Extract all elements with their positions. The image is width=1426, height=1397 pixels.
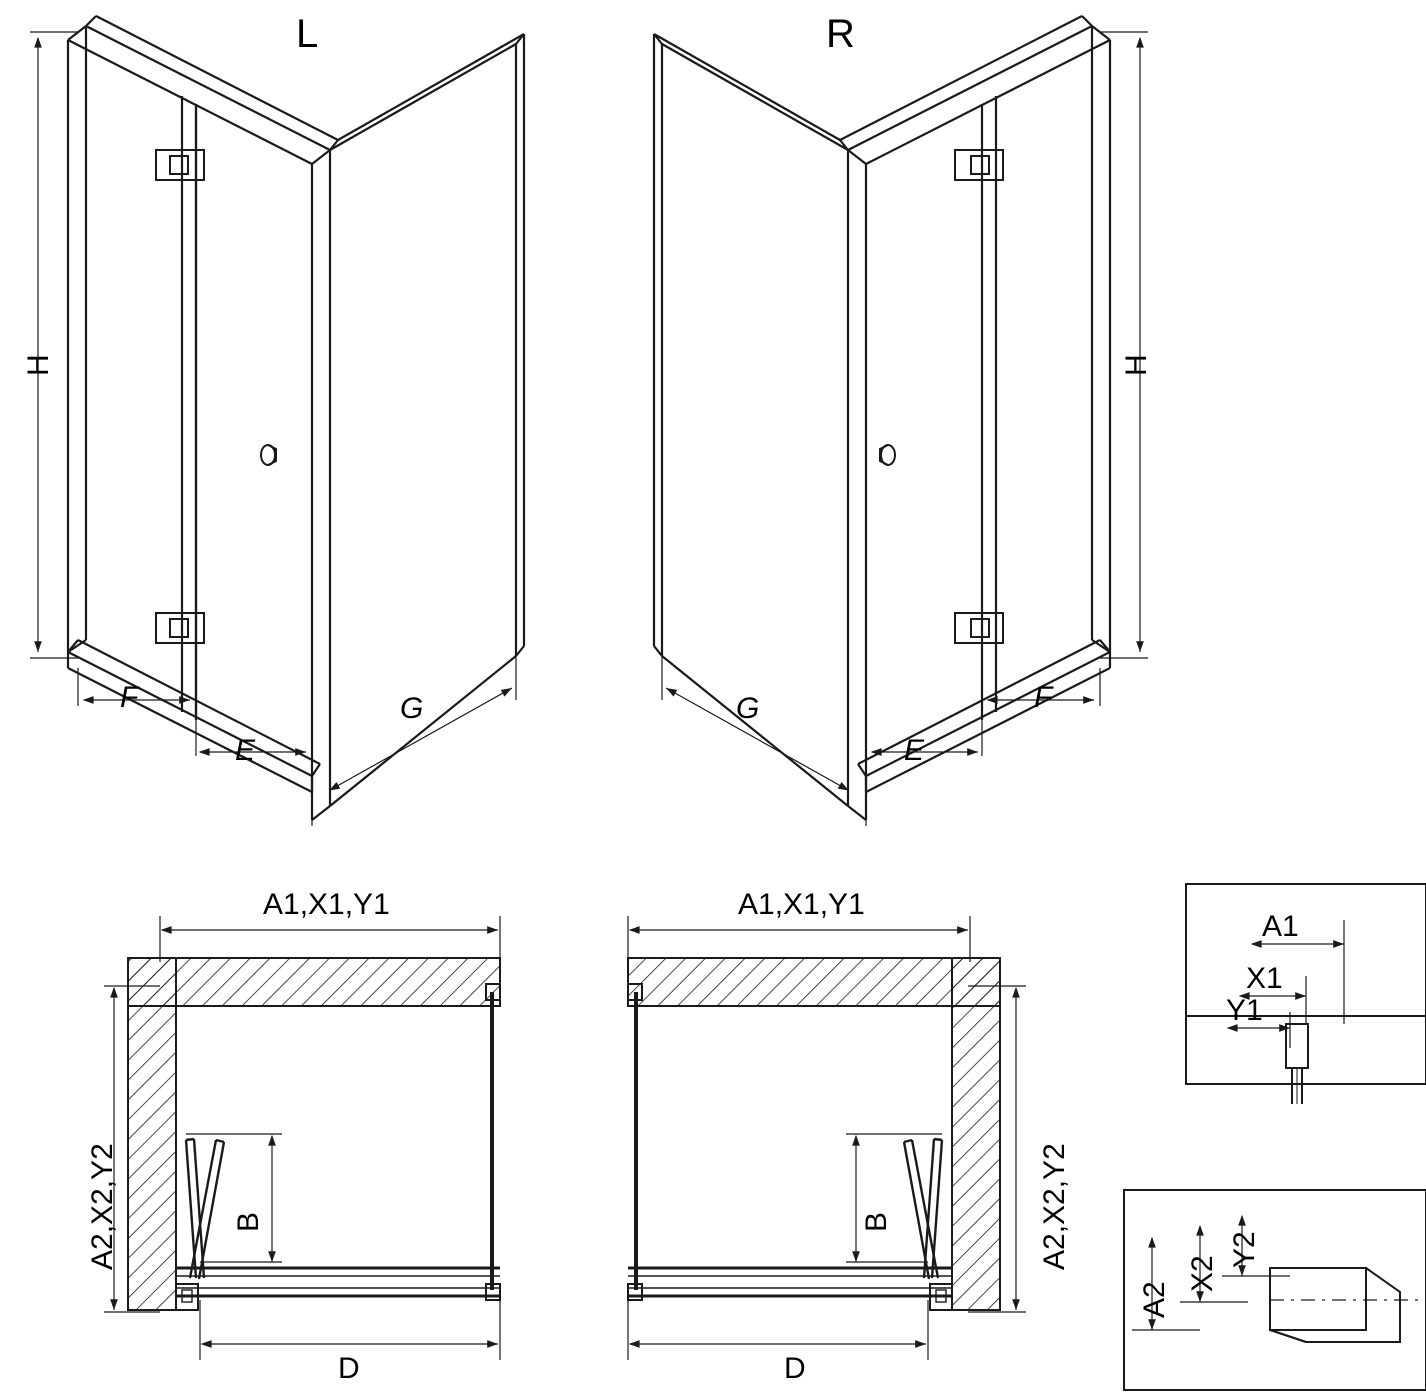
detail-dim-x2: X2 xyxy=(1186,1255,1219,1292)
dim-b-right: B xyxy=(860,1211,893,1232)
dim-d-right: D xyxy=(784,1352,806,1385)
detail-top-right xyxy=(1186,884,1426,1104)
detail-dim-y1: Y1 xyxy=(1226,994,1263,1027)
dim-e-left: E xyxy=(235,734,256,767)
dim-height-left: H xyxy=(22,354,55,376)
view-title-left: L xyxy=(296,12,319,56)
dim-a2x2y2-right: A2,X2,Y2 xyxy=(1038,1143,1071,1270)
dim-d-left: D xyxy=(338,1352,360,1385)
detail-dim-y2: Y2 xyxy=(1228,1231,1261,1268)
iso-view-right xyxy=(654,12,1148,826)
dim-f-right: F xyxy=(1034,681,1053,714)
dim-a1x1y1-left: A1,X1,Y1 xyxy=(263,888,390,921)
view-title-right: R xyxy=(826,12,855,56)
detail-dim-a1: A1 xyxy=(1262,910,1299,943)
iso-view-left xyxy=(30,12,524,826)
dim-height-right: H xyxy=(1120,354,1153,376)
plan-view-right xyxy=(628,916,1026,1360)
dim-g-right: G xyxy=(736,692,760,725)
dim-a2x2y2-left: A2,X2,Y2 xyxy=(86,1143,119,1270)
dim-b-left: B xyxy=(232,1211,265,1232)
dim-f-left: F xyxy=(120,681,139,714)
plan-view-left xyxy=(104,916,500,1360)
dim-e-right: E xyxy=(904,734,925,767)
dim-a1x1y1-right: A1,X1,Y1 xyxy=(738,888,865,921)
detail-dim-x1: X1 xyxy=(1246,962,1283,995)
dim-g-left: G xyxy=(400,692,424,725)
detail-dim-a2: A2 xyxy=(1138,1281,1171,1318)
